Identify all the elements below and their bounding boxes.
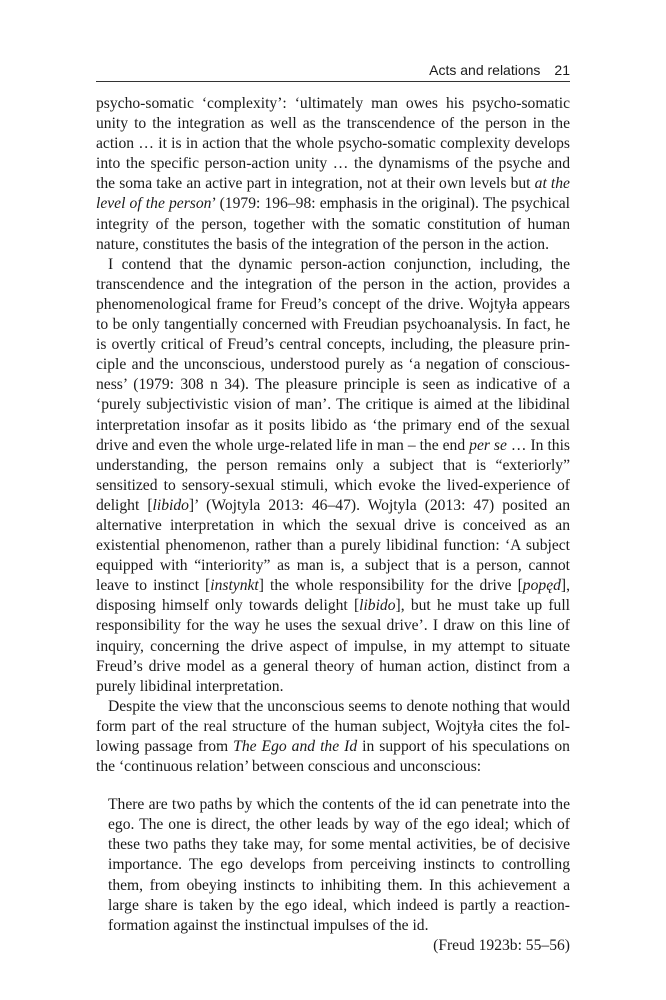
quote-text: There are two paths by which the contents of the id can penetrate into the ego. The one is direct, the other leads by way of the ego ideal; which of these two paths they take may, for some mental activities, be of decisive importance. The ego develops from perceiving instincts to controlling them, from obeying instincts to inhibiting them. In this achievement a large share is taken by the ego ideal, which indeed is partly a reaction-formation against the instinctual impulses of the id. <box>108 796 570 934</box>
paragraph-2: I contend that the dynamic person-action conjunction, including, the transcendence and the integration of the person in the action, provides a phenomenological frame for Freud’s concept of the drive. Wojtyła appears to be only tangentially concerned with Freudian psychoanalysis. In fact, he is overtly critical of Freud’s central concepts, including, the pleasure principle and the unconscious, understood purely as ‘a negation of consciousness’ (1979: 308 n 34). The pleasure principle is seen as indicative of a ‘purely subjectivistic vision of man’. The critique is aimed at the libidinal interpretation insofar as it posits libido as ‘the primary end of the sexual drive and even the whole urge-related life in man – the end per se … In this understanding, the person remains only a subject that is “exteriorly” sensitized to sensory-sexual stimuli, which evoke the lived-experience of delight [libido]’ (Wojtyla 2013: 46–47). Wojtyla (2013: 47) posited an alternative interpretation in which the sexual drive is conceived as an existential phenomenon, rather than a purely libidinal function: ‘A subject equipped with “interiority” as man is, a subject that is a person, cannot leave to instinct [instynkt] the whole responsibility for the drive [popęd], disposing himself only towards delight [libido], but he must take up full responsibility for the way he uses the sexual drive’. I draw on this line of inquiry, concerning the drive aspect of impulse, in my attempt to situate Freud’s drive model as a general theory of human action, distinct from a purely libidinal interpretation. <box>96 255 570 695</box>
running-title: Acts and relations <box>429 62 541 78</box>
paragraph-3: Despite the view that the unconscious seems to denote nothing that would form part of the real structure of the human subject, Wojtyła cites the following passage from The Ego and the Id in support of his speculations on the ‘continuous relation’ between conscious and unconscious: <box>96 697 570 776</box>
block-quote <box>108 795 570 956</box>
main-text <box>96 94 570 956</box>
quote-citation: (Freud 1923b: 55–56) <box>433 936 570 954</box>
page-number: 21 <box>554 62 570 78</box>
running-head <box>96 58 570 82</box>
paragraph-1: psycho-somatic ‘complexity’: ‘ultimately man owes his psycho-somatic unity to the integration as well as the transcendence of the person in the action … it is in action that the whole psycho-somatic complexity develops into the specific person-action unity … the dynamisms of the psyche and the soma take an active part in integration, not at their own levels but at the level of the person’ (1979: 196–98: emphasis in the original). The psychical integrity of the person, together with the somatic constitution of human nature, constitutes the basis of the integration of the person in the action. <box>96 95 570 253</box>
